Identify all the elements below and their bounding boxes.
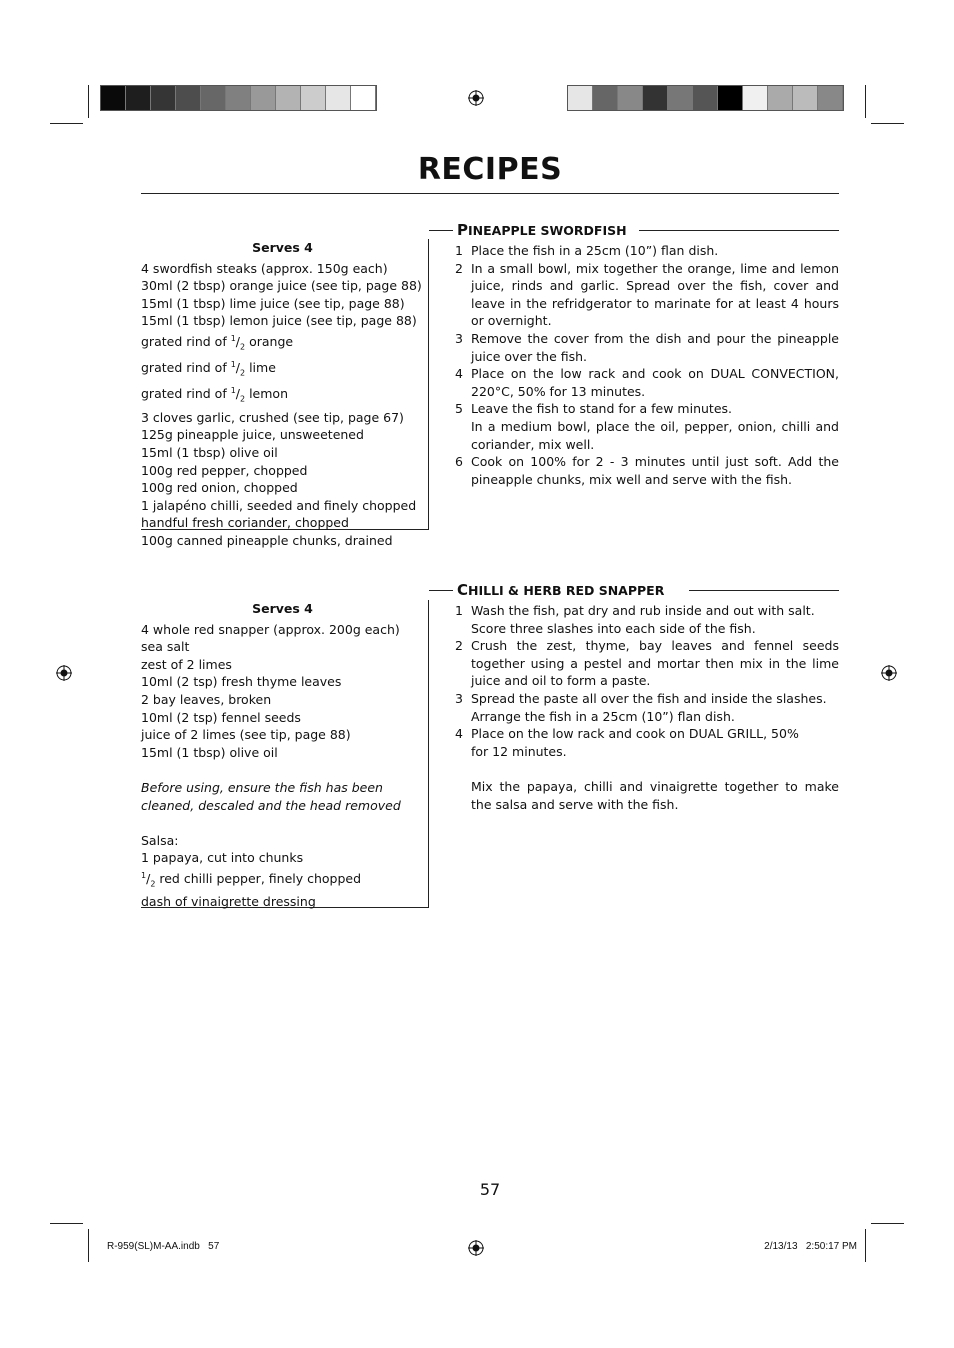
crop-mark	[88, 85, 89, 118]
footer-file-name: R-959(SL)M-AA.indb 57	[107, 1241, 220, 1252]
ingredient-item: 4 swordfish steaks (approx. 150g each)	[141, 260, 388, 276]
method-step	[455, 453, 839, 488]
color-swatch	[793, 86, 818, 110]
color-swatch	[101, 86, 126, 110]
step-number	[455, 743, 471, 761]
step-text: Place on the low rack and cook on DUAL CONVECTION, 220°C, 50% for 13 minutes.	[471, 366, 839, 399]
crop-mark	[50, 123, 83, 124]
method-steps-chilli-herb-red-snapper	[455, 602, 839, 760]
crop-mark	[865, 85, 866, 118]
method-step	[455, 708, 839, 726]
ingredient-item: 15ml (1 tbsp) olive oil	[141, 744, 278, 760]
ingredient-item: 1 jalapéno chilli, seeded and finely chopped	[141, 497, 417, 513]
step-number	[455, 418, 471, 453]
step-text: Wash the fish, pat dry and rub inside and out with salt.	[471, 603, 815, 618]
ingredient-item: 1 papaya, cut into chunks	[141, 850, 304, 866]
step-number	[455, 620, 471, 638]
heading-initial: C	[457, 581, 469, 599]
ingredient-list	[141, 260, 424, 550]
ingredient-item: 100g red onion, chopped	[141, 480, 298, 496]
step-text: Cook on 100% for 2 - 3 minutes until just soft. Add the pineapple chunks, mix well and serve with the fish.	[471, 454, 839, 487]
color-swatch	[126, 86, 151, 110]
color-swatch	[326, 86, 351, 110]
color-swatch	[151, 86, 176, 110]
step-text: Remove the cover from the dish and pour the pineapple juice over the fish.	[471, 330, 839, 364]
step-number: 1	[455, 243, 463, 258]
method-step	[455, 242, 839, 260]
step-number: 3	[455, 330, 463, 346]
recipe-heading-pineapple-swordfish	[429, 221, 839, 239]
color-swatch	[251, 86, 276, 110]
color-swatch	[176, 86, 201, 110]
recipe-heading-chilli-herb-red-snapper	[429, 581, 839, 599]
ingredient-item: 10ml (2 tsp) fresh thyme leaves	[141, 674, 342, 690]
method-step	[455, 330, 839, 365]
method-step	[455, 725, 839, 743]
serves-label: Serves 4	[252, 240, 313, 255]
heading-text: INEAPPLE SWORDFISH	[468, 223, 627, 238]
step-text: Crush the zest, thyme, bay leaves and fennel seeds together using a pestel and mortar then mix in the lime juice and oil to form a paste.	[471, 638, 839, 689]
page-number: 57	[479, 1180, 501, 1199]
step-number	[455, 708, 471, 726]
method-step	[455, 365, 839, 400]
ingredient-item: 3 cloves garlic, crushed (see tip, page 67)	[141, 409, 404, 425]
method-step	[455, 637, 839, 690]
page-title: RECIPES	[417, 152, 563, 187]
crop-mark	[871, 123, 904, 124]
step-text: Leave the fish to stand for a few minutes.	[471, 401, 733, 417]
ingredient-item: grated rind of $^1/_2$ lemon	[141, 386, 288, 405]
step-number: 2	[455, 638, 463, 654]
color-swatch	[201, 86, 226, 110]
serves-label: Serves 4	[252, 601, 313, 616]
step-number: 5	[455, 401, 463, 417]
ingredient-item: 15ml (1 tbsp) lemon juice (see tip, page 88)	[141, 313, 417, 329]
color-bar-right	[567, 85, 844, 111]
ingredient-item: 4 whole red snapper (approx. 200g each)	[141, 621, 400, 637]
method-step	[455, 602, 839, 620]
step-text: Place the fish in a 25cm (10”) flan dish.	[471, 243, 719, 258]
ingredient-item: 125g pineapple juice, unsweetened	[141, 427, 364, 443]
ingredient-item: sea salt	[141, 639, 190, 655]
ingredient-item: 100g canned pineapple chunks, drained	[141, 532, 393, 548]
step-number: 1	[455, 603, 463, 618]
step-text: Arrange the fish in a 25cm (10”) flan dish.	[471, 708, 735, 724]
ingredient-item: 100g red pepper, chopped	[141, 462, 308, 478]
color-swatch	[593, 86, 618, 110]
heading-text: HILLI & HERB RED SNAPPER	[468, 583, 665, 598]
color-swatch	[618, 86, 643, 110]
color-swatch	[568, 86, 593, 110]
color-swatch	[276, 86, 301, 110]
ingredient-item: 2 bay leaves, broken	[141, 691, 272, 707]
color-swatch	[668, 86, 693, 110]
step-text: Spread the paste all over the fish and inside the slashes.	[471, 690, 827, 706]
ingredient-item: grated rind of $^1/_2$ orange	[141, 333, 294, 352]
method-step	[455, 418, 839, 453]
step-number: 3	[455, 690, 463, 706]
method-step	[455, 690, 839, 708]
ingredient-item: zest of 2 limes	[141, 656, 232, 672]
registration-mark-icon	[468, 1240, 484, 1256]
preparation-note: Before using, ensure the fish has been cleaned, descaled and the head removed	[141, 779, 401, 813]
registration-mark-icon	[56, 665, 72, 681]
ingredient-item: 10ml (2 tsp) fennel seeds	[141, 709, 301, 725]
footer-timestamp: 2/13/13 2:50:17 PM	[764, 1241, 857, 1252]
ingredient-item: grated rind of $^1/_2$ lime	[141, 360, 276, 378]
color-swatch	[643, 86, 668, 110]
crop-mark	[871, 1223, 904, 1224]
heading-initial: P	[457, 221, 468, 239]
ingredient-item: 30ml (2 tbsp) orange juice (see tip, page 88)	[141, 278, 422, 294]
step-number: 6	[455, 454, 463, 470]
ingredient-item: $^1/_2$ red chilli pepper, finely chopped	[141, 870, 362, 889]
color-swatch	[818, 86, 843, 110]
registration-mark-icon	[881, 665, 897, 681]
color-swatch	[226, 86, 251, 110]
closing-text: Mix the papaya, chilli and vinaigrette together to make the salsa and serve with the fish.	[471, 779, 839, 812]
method-step	[455, 620, 839, 638]
ingredients-box-pineapple-swordfish	[141, 239, 429, 548]
step-text: In a small bowl, mix together the orange, lime and lemon juice, rinds and garlic. Spread over the fish, cover and leave in the refridgerator to marinate for at least 4 hours or overnight.	[471, 260, 839, 329]
step-number: 4	[455, 726, 463, 742]
salsa-ingredient-list	[141, 849, 424, 910]
step-text: Score three slashes into each side of the fish.	[471, 620, 756, 636]
color-swatch	[768, 86, 793, 110]
crop-mark	[88, 1229, 89, 1262]
color-swatch	[351, 86, 376, 110]
registration-mark-icon	[468, 90, 484, 106]
step-text: for 12 minutes.	[471, 743, 567, 759]
title-divider	[141, 193, 839, 194]
step-text: In a medium bowl, place the oil, pepper, onion, chilli and coriander, mix well.	[471, 418, 839, 452]
ingredient-item: juice of 2 limes (see tip, page 88)	[141, 727, 351, 743]
method-step	[455, 400, 839, 418]
color-swatch	[743, 86, 768, 110]
color-swatch	[301, 86, 326, 110]
serving-instructions	[471, 778, 839, 813]
color-bar-left	[100, 85, 377, 111]
step-text: Place on the low rack and cook on DUAL GRILL, 50%	[471, 726, 799, 742]
ingredient-item: 15ml (1 tbsp) olive oil	[141, 444, 278, 460]
step-number: 2	[455, 260, 463, 276]
color-swatch	[718, 86, 743, 110]
ingredient-item: handful fresh coriander, chopped	[141, 515, 349, 531]
crop-mark	[50, 1223, 83, 1224]
salsa-label: Salsa:	[141, 832, 179, 848]
crop-mark	[865, 1229, 866, 1262]
color-swatch	[693, 86, 718, 110]
ingredient-item: dash of vinaigrette dressing	[141, 894, 316, 910]
step-number: 4	[455, 366, 463, 382]
ingredient-list	[141, 621, 424, 762]
ingredients-box-chilli-herb-red-snapper	[141, 600, 429, 908]
method-step	[455, 743, 839, 761]
ingredient-item: 15ml (1 tbsp) lime juice (see tip, page 88)	[141, 295, 405, 311]
method-steps-pineapple-swordfish	[455, 242, 839, 488]
method-step	[455, 260, 839, 330]
